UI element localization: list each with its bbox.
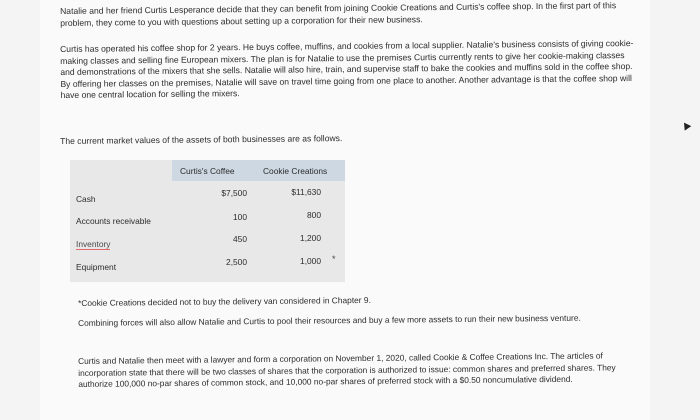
row-label-equipment: Equipment — [76, 262, 117, 272]
cell-curtis-equipment: 2,500 — [226, 257, 247, 267]
cell-cookie-ar: 800 — [307, 210, 321, 220]
cell-curtis-ar: 100 — [233, 212, 247, 222]
mouse-cursor-icon — [681, 120, 692, 130]
cell-curtis-inventory: 450 — [233, 234, 247, 244]
row-label-inventory — [76, 239, 110, 249]
table-intro-text: The current market values of the assets of both businesses are as follows. — [60, 133, 343, 146]
cell-curtis-cash: $7,500 — [221, 188, 247, 198]
col-header-cookie: Cookie Creations — [263, 166, 328, 176]
cell-cookie-inventory: 1,200 — [300, 233, 321, 243]
meeting-paragraph: Curtis and Natalie then meet with a lawyer and form a corporation on November 1, 2020, called Cookie & Coffee Creations Inc. The articles of incorporation state that there will be two classes of shares that the corporation is authorized to issue: common shares and preferred shares. They authorize 100,000 no-par shares of common stock, and 10,000 no-par shares of preferred stock with a $0.50 noncumulative dividend. — [78, 350, 616, 389]
background-paragraph: Curtis has operated his coffee shop for 2 years. He buys coffee, muffins, and cookies from a local supplier. Natalie's business consists of giving cookie-making classes and selling fine European mixers. The plan is for Natalie to use the premises Curtis currently rents to give her cookie-making classes and demonstrations of the mixers that she sells. Natalie will also hire, train, and supervise staff to bake the cookies and muffins sold in the coffee shop. By offering her classes on the premises, Natalie will save on travel time going from one place to another. Another advantage is that the coffee shop will have one central location for selling the mixers. — [60, 37, 634, 100]
inventory-label-text: Inventory — [76, 239, 111, 249]
footnote-text: *Cookie Creations decided not to buy the delivery van considered in Chapter 9. — [78, 294, 371, 308]
col-header-curtis: Curtis's Coffee — [180, 166, 235, 176]
cell-cookie-cash: $11,630 — [291, 187, 321, 197]
row-label-cash: Cash — [76, 194, 96, 204]
asset-values-table — [70, 160, 345, 282]
row-label-ar: Accounts receivable — [76, 216, 151, 226]
footnote-marker: * — [332, 254, 336, 264]
intro-paragraph: Natalie and her friend Curtis Lesperance decide that they can benefit from joining Cookie Creations and Curtis's coffee shop. In the first part of this problem, they come to you with questions about setting up a corporation for their new business. — [60, 0, 617, 28]
combine-paragraph: Combining forces will also allow Natalie and Curtis to pool their resources and buy a few more assets to run their new business venture. — [78, 312, 581, 328]
cell-cookie-equipment: 1,000 — [300, 256, 321, 266]
